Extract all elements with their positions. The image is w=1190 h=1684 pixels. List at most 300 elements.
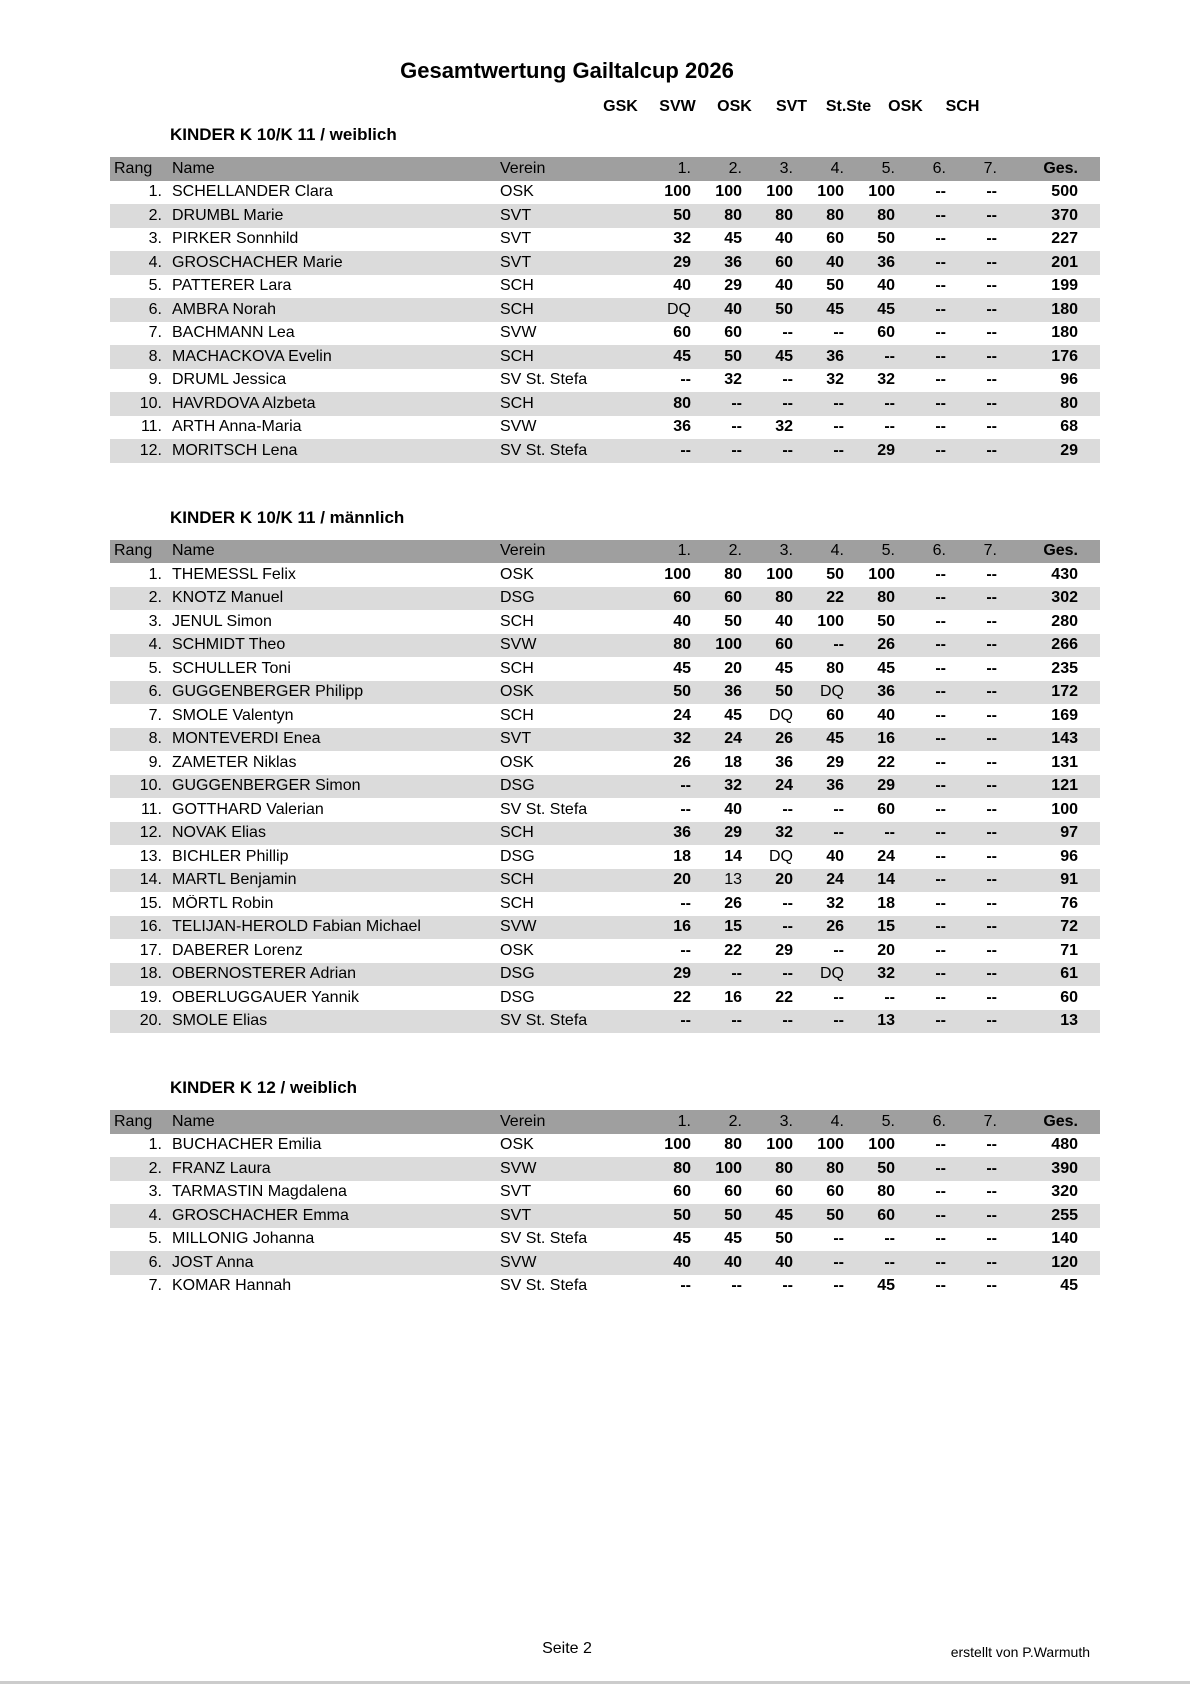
score-cell: --	[986, 589, 997, 607]
total-cell: 201	[1051, 253, 1078, 271]
table-header-row	[110, 540, 1100, 564]
total-cell: 72	[1060, 918, 1078, 936]
score-cell: 40	[724, 300, 742, 318]
club-cell: SCH	[500, 300, 534, 318]
score-cell: 26	[775, 730, 793, 748]
table-row	[110, 986, 1100, 1010]
club-cell: OSK	[500, 1136, 534, 1154]
score-cell: 32	[877, 371, 895, 389]
rank-cell: 17.	[139, 941, 162, 959]
score-cell: --	[986, 206, 997, 224]
score-cell: 16	[673, 918, 691, 936]
score-cell: 80	[826, 206, 844, 224]
club-cell: SVW	[500, 918, 537, 936]
club-cell: SCH	[500, 659, 534, 677]
total-cell: 480	[1051, 1136, 1078, 1154]
round-header: 1.	[677, 1112, 691, 1130]
score-cell: --	[782, 800, 793, 818]
score-cell: --	[986, 941, 997, 959]
total-cell: 13	[1060, 1012, 1078, 1030]
score-cell: 100	[715, 636, 742, 654]
score-cell: --	[986, 347, 997, 365]
score-cell: 45	[826, 300, 844, 318]
club-cell: SVT	[500, 253, 532, 271]
name-cell: SMOLE Elias	[172, 1012, 268, 1030]
total-cell: 131	[1051, 753, 1078, 771]
total-header: Ges.	[1043, 542, 1078, 560]
score-cell: 32	[724, 371, 742, 389]
club-cell: SVW	[500, 418, 537, 436]
score-cell: --	[935, 1230, 946, 1248]
total-cell: 302	[1051, 589, 1078, 607]
score-cell: --	[833, 1230, 844, 1248]
rank-header: Rang	[114, 159, 153, 177]
rank-cell: 4.	[148, 636, 162, 654]
score-cell: 45	[673, 347, 691, 365]
score-cell: 100	[715, 1159, 742, 1177]
score-cell: 80	[673, 394, 691, 412]
score-cell: 26	[826, 918, 844, 936]
score-cell: --	[935, 730, 946, 748]
name-cell: TELIJAN-HEROLD Fabian Michael	[172, 918, 421, 936]
score-cell: 24	[673, 706, 691, 724]
score-cell: --	[935, 589, 946, 607]
name-cell: GROSCHACHER Emma	[172, 1206, 349, 1224]
table-row	[110, 704, 1100, 728]
rank-cell: 3.	[148, 1183, 162, 1201]
total-cell: 100	[1051, 800, 1078, 818]
score-cell: --	[986, 871, 997, 889]
score-cell: 60	[775, 1183, 793, 1201]
score-cell: 45	[724, 230, 742, 248]
club-cell: SCH	[500, 277, 534, 295]
table-row	[110, 869, 1100, 893]
score-cell: 100	[766, 565, 793, 583]
score-cell: 80	[877, 206, 895, 224]
club-cell: SVW	[500, 636, 537, 654]
score-cell: 29	[775, 941, 793, 959]
name-cell: SCHULLER Toni	[172, 659, 291, 677]
table-row	[110, 798, 1100, 822]
score-cell: --	[986, 730, 997, 748]
score-cell: 15	[724, 918, 742, 936]
venue-label: SVT	[775, 98, 808, 115]
score-cell: 80	[775, 206, 793, 224]
club-cell: SV St. Stefa	[500, 800, 588, 818]
rank-cell: 5.	[148, 1230, 162, 1248]
score-cell: 100	[766, 183, 793, 201]
score-cell: 36	[826, 777, 844, 795]
round-header: 5.	[881, 1112, 895, 1130]
score-cell: --	[935, 965, 946, 983]
table-row	[110, 1181, 1100, 1205]
score-cell: --	[935, 1012, 946, 1030]
rank-cell: 8.	[148, 730, 162, 748]
score-cell: 20	[775, 871, 793, 889]
score-cell: --	[680, 800, 691, 818]
score-cell: 60	[673, 589, 691, 607]
table-row	[110, 1010, 1100, 1034]
name-cell: MORITSCH Lena	[172, 441, 298, 459]
rank-cell: 2.	[148, 206, 162, 224]
round-header: 7.	[983, 159, 997, 177]
table-row	[110, 775, 1100, 799]
round-header: 2.	[728, 159, 742, 177]
score-cell: --	[935, 230, 946, 248]
club-cell: DSG	[500, 777, 535, 795]
score-cell: 13	[724, 871, 742, 889]
table-row	[110, 275, 1100, 299]
total-cell: 96	[1060, 371, 1078, 389]
score-cell: --	[986, 612, 997, 630]
score-cell: --	[986, 565, 997, 583]
total-cell: 80	[1060, 394, 1078, 412]
score-cell: 32	[775, 824, 793, 842]
score-cell: 100	[664, 183, 691, 201]
club-cell: OSK	[500, 683, 534, 701]
club-cell: SVT	[500, 1183, 532, 1201]
score-cell: --	[833, 394, 844, 412]
score-cell: --	[986, 230, 997, 248]
score-cell: 45	[724, 706, 742, 724]
score-cell: 100	[868, 565, 895, 583]
table-row	[110, 204, 1100, 228]
score-cell: --	[935, 324, 946, 342]
round-header: 1.	[677, 542, 691, 560]
score-cell: 18	[724, 753, 742, 771]
total-cell: 169	[1051, 706, 1078, 724]
venue-header-row	[592, 98, 1190, 116]
score-cell: --	[833, 988, 844, 1006]
rank-cell: 2.	[148, 589, 162, 607]
score-cell: 80	[724, 206, 742, 224]
score-cell: 26	[877, 636, 895, 654]
score-cell: --	[782, 1012, 793, 1030]
rank-cell: 10.	[139, 394, 162, 412]
score-cell: 36	[673, 824, 691, 842]
score-cell: --	[935, 918, 946, 936]
table-row	[110, 892, 1100, 916]
score-cell: --	[833, 800, 844, 818]
name-cell: GUGGENBERGER Philipp	[172, 683, 364, 701]
name-cell: BICHLER Phillip	[172, 847, 289, 865]
score-cell: 22	[826, 589, 844, 607]
score-cell: --	[833, 824, 844, 842]
score-cell: --	[935, 1136, 946, 1154]
name-cell: PATTERER Lara	[172, 277, 292, 295]
rank-cell: 15.	[139, 894, 162, 912]
total-cell: 61	[1060, 965, 1078, 983]
score-cell: --	[680, 1012, 691, 1030]
score-cell: 50	[673, 683, 691, 701]
name-cell: MÖRTL Robin	[172, 894, 274, 912]
score-cell: --	[986, 753, 997, 771]
club-cell: SV St. Stefa	[500, 1277, 588, 1295]
score-cell: 80	[775, 1159, 793, 1177]
table-row	[110, 681, 1100, 705]
club-cell: DSG	[500, 988, 535, 1006]
name-cell: MACHACKOVA Evelin	[172, 347, 332, 365]
club-cell: OSK	[500, 941, 534, 959]
round-header: 2.	[728, 542, 742, 560]
club-cell: SCH	[500, 894, 534, 912]
score-cell: --	[680, 1277, 691, 1295]
name-cell: MONTEVERDI Enea	[172, 730, 321, 748]
table-row	[110, 228, 1100, 252]
club-cell: OSK	[500, 565, 534, 583]
score-cell: 20	[724, 659, 742, 677]
total-cell: 91	[1060, 871, 1078, 889]
table-row	[110, 1204, 1100, 1228]
score-cell: 32	[775, 418, 793, 436]
score-cell: 24	[877, 847, 895, 865]
score-cell: 40	[826, 847, 844, 865]
results-table	[110, 1110, 1100, 1298]
round-header: 2.	[728, 1112, 742, 1130]
total-cell: 255	[1051, 1206, 1078, 1224]
total-cell: 143	[1051, 730, 1078, 748]
score-cell: 60	[877, 800, 895, 818]
name-cell: AMBRA Norah	[172, 300, 277, 318]
total-header: Ges.	[1043, 159, 1078, 177]
score-cell: --	[986, 1136, 997, 1154]
score-cell: 80	[826, 1159, 844, 1177]
rank-cell: 14.	[139, 871, 162, 889]
score-cell: --	[833, 418, 844, 436]
round-header: 4.	[830, 1112, 844, 1130]
rank-cell: 6.	[148, 300, 162, 318]
score-cell: --	[782, 371, 793, 389]
score-cell: --	[782, 894, 793, 912]
club-cell: SCH	[500, 347, 534, 365]
score-cell: --	[986, 300, 997, 318]
score-cell: 32	[826, 371, 844, 389]
score-cell: 40	[673, 1253, 691, 1271]
table-header-row	[110, 157, 1100, 181]
score-cell: 80	[877, 589, 895, 607]
score-cell: --	[986, 324, 997, 342]
score-cell: 45	[775, 659, 793, 677]
total-cell: 500	[1051, 183, 1078, 201]
name-cell: MILLONIG Johanna	[172, 1230, 315, 1248]
round-header: 3.	[779, 159, 793, 177]
rank-cell: 9.	[148, 371, 162, 389]
club-cell: SVT	[500, 730, 532, 748]
score-cell: 45	[775, 1206, 793, 1224]
rank-cell: 1.	[148, 183, 162, 201]
name-cell: GROSCHACHER Marie	[172, 253, 343, 271]
score-cell: 22	[877, 753, 895, 771]
score-cell: --	[986, 1012, 997, 1030]
club-cell: DSG	[500, 589, 535, 607]
rank-cell: 4.	[148, 253, 162, 271]
score-cell: 50	[826, 277, 844, 295]
club-cell: SCH	[500, 612, 534, 630]
table-row	[110, 963, 1100, 987]
score-cell: 60	[775, 636, 793, 654]
score-cell: 24	[724, 730, 742, 748]
results-table	[110, 157, 1100, 463]
score-cell: 32	[673, 730, 691, 748]
rank-header: Rang	[114, 542, 153, 560]
club-cell: DSG	[500, 847, 535, 865]
total-cell: 199	[1051, 277, 1078, 295]
page-number: Seite 2	[542, 1640, 592, 1657]
table-row	[110, 587, 1100, 611]
score-cell: 40	[877, 706, 895, 724]
rank-cell: 7.	[148, 324, 162, 342]
score-cell: 50	[775, 300, 793, 318]
rank-cell: 16.	[139, 918, 162, 936]
club-cell: SVW	[500, 324, 537, 342]
score-cell: --	[884, 1253, 895, 1271]
score-cell: --	[833, 1277, 844, 1295]
score-cell: --	[833, 636, 844, 654]
score-cell: 45	[673, 1230, 691, 1248]
score-cell: 100	[817, 1136, 844, 1154]
total-cell: 390	[1051, 1159, 1078, 1177]
rank-cell: 11.	[140, 800, 162, 818]
score-cell: 100	[868, 1136, 895, 1154]
score-cell: 80	[673, 636, 691, 654]
score-cell: 32	[826, 894, 844, 912]
score-cell: 60	[826, 706, 844, 724]
table-row	[110, 181, 1100, 205]
score-cell: 50	[724, 612, 742, 630]
score-cell: 40	[775, 1253, 793, 1271]
venue-label: OSK	[717, 98, 752, 115]
name-cell: KOMAR Hannah	[172, 1277, 292, 1295]
round-header: 5.	[881, 542, 895, 560]
score-cell: --	[986, 659, 997, 677]
score-cell: 40	[877, 277, 895, 295]
name-cell: PIRKER Sonnhild	[172, 230, 299, 248]
name-cell: HAVRDOVA Alzbeta	[172, 394, 316, 412]
score-cell: --	[680, 441, 691, 459]
score-cell: 60	[673, 1183, 691, 1201]
total-cell: 180	[1051, 300, 1078, 318]
score-cell: 45	[877, 659, 895, 677]
score-cell: 40	[775, 230, 793, 248]
name-cell: DRUMBL Marie	[172, 206, 284, 224]
score-cell: 50	[826, 565, 844, 583]
name-header: Name	[172, 159, 215, 177]
club-cell: SCH	[500, 706, 534, 724]
section-title: KINDER K 10/K 11 / weiblich	[170, 125, 397, 144]
score-cell: --	[935, 612, 946, 630]
score-cell: --	[935, 277, 946, 295]
score-cell: 45	[775, 347, 793, 365]
score-cell: 36	[877, 683, 895, 701]
name-cell: OBERNOSTERER Adrian	[172, 965, 357, 983]
total-cell: 29	[1060, 441, 1078, 459]
total-cell: 235	[1051, 659, 1078, 677]
name-cell: GOTTHARD Valerian	[172, 800, 324, 818]
club-cell: SV St. Stefa	[500, 1230, 588, 1248]
name-cell: TARMASTIN Magdalena	[172, 1183, 347, 1201]
table-row	[110, 939, 1100, 963]
score-cell: 40	[673, 612, 691, 630]
table-row	[110, 563, 1100, 587]
score-cell: --	[833, 441, 844, 459]
name-cell: NOVAK Elias	[172, 824, 266, 842]
club-cell: SCH	[500, 394, 534, 412]
club-cell: SVW	[500, 1253, 537, 1271]
name-cell: THEMESSL Felix	[172, 565, 296, 583]
round-header: 5.	[881, 159, 895, 177]
score-cell: 24	[826, 871, 844, 889]
score-cell: --	[731, 394, 742, 412]
score-cell: --	[884, 824, 895, 842]
table-row	[110, 634, 1100, 658]
total-cell: 71	[1060, 941, 1078, 959]
rank-cell: 7.	[148, 1277, 162, 1295]
score-cell: 50	[724, 347, 742, 365]
score-cell: 32	[877, 965, 895, 983]
total-cell: 320	[1051, 1183, 1078, 1201]
score-cell: --	[884, 988, 895, 1006]
club-cell: OSK	[500, 753, 534, 771]
score-cell: 60	[877, 1206, 895, 1224]
results-sections	[110, 125, 1100, 1298]
score-cell: 40	[775, 277, 793, 295]
score-cell: 100	[664, 1136, 691, 1154]
table-row	[110, 251, 1100, 275]
score-cell: --	[935, 683, 946, 701]
rank-cell: 6.	[148, 683, 162, 701]
score-cell: 60	[673, 324, 691, 342]
round-header: 4.	[830, 159, 844, 177]
club-cell: SCH	[500, 824, 534, 842]
score-cell: 45	[673, 659, 691, 677]
club-header: Verein	[500, 159, 546, 177]
rank-cell: 7.	[148, 706, 162, 724]
round-header: 3.	[779, 1112, 793, 1130]
score-cell: 14	[877, 871, 895, 889]
score-cell: 32	[724, 777, 742, 795]
table-row	[110, 298, 1100, 322]
score-cell: 100	[664, 565, 691, 583]
venue-label: GSK	[603, 98, 638, 115]
score-cell: --	[731, 1012, 742, 1030]
score-cell: 26	[673, 753, 691, 771]
table-row	[110, 610, 1100, 634]
score-cell: 14	[724, 847, 742, 865]
score-cell: 40	[775, 612, 793, 630]
table-row	[110, 416, 1100, 440]
score-cell: 50	[877, 1159, 895, 1177]
rank-cell: 13.	[139, 847, 162, 865]
score-cell: --	[833, 324, 844, 342]
total-cell: 370	[1051, 206, 1078, 224]
name-cell: BACHMANN Lea	[172, 324, 295, 342]
round-header: 6.	[932, 159, 946, 177]
score-cell: --	[986, 183, 997, 201]
score-cell: 24	[775, 777, 793, 795]
table-row	[110, 1157, 1100, 1181]
venue-label: SVW	[659, 98, 696, 115]
score-cell: --	[935, 753, 946, 771]
rank-cell: 19.	[139, 988, 162, 1006]
score-cell: 29	[877, 441, 895, 459]
score-cell: 16	[724, 988, 742, 1006]
score-cell: 40	[724, 1253, 742, 1271]
score-cell: --	[731, 1277, 742, 1295]
score-cell: --	[884, 394, 895, 412]
score-cell: --	[884, 347, 895, 365]
score-cell: 20	[673, 871, 691, 889]
total-cell: 97	[1060, 824, 1078, 842]
